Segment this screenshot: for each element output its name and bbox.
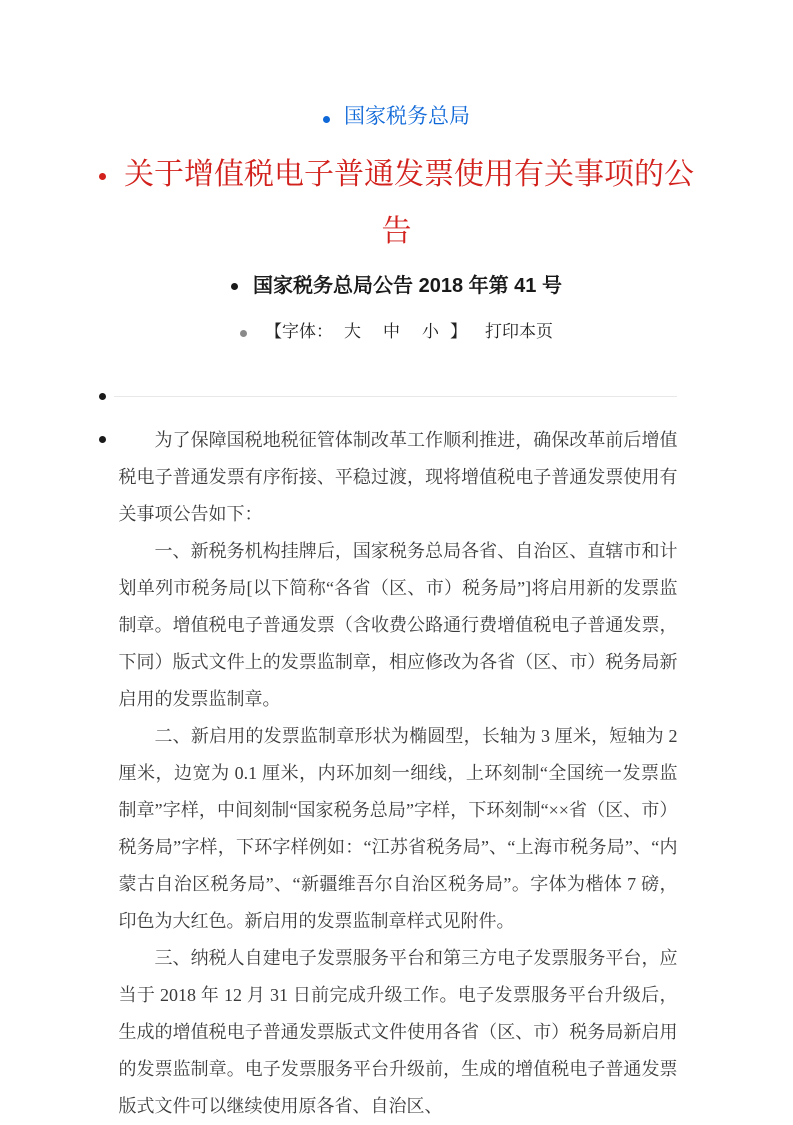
font-size-medium-link[interactable]: 中 — [383, 322, 400, 341]
doc-number-row — [97, 272, 697, 300]
body-text — [97, 422, 697, 1125]
list-bullet-icon — [99, 393, 106, 400]
font-label: 【字体： — [265, 322, 333, 341]
paragraph-item-3: 三、纳税人自建电子发票服务平台和第三方电子发票服务平台，应当于 2018 年 12 月 31 日前完成升级工作。电子发票服务平台升级后，生成的增值税电子普通发票版式文件使用各省（区、市）税务局新启用的发票监制章。电子发票服务平台升级前，生成的增值税电子普通发票版式文件可以继续使用原各省、自治区、 — [118, 948, 678, 1116]
announcement-body — [97, 422, 697, 1125]
print-page-link[interactable]: 打印本页 — [485, 322, 553, 341]
announcement-title-row — [97, 146, 697, 260]
list-bullet-icon — [99, 436, 106, 443]
font-size-large-link[interactable]: 大 — [344, 322, 361, 341]
paragraph-intro: 为了保障国税地税征管体制改革工作顺利推进，确保改革前后增值税电子普通发票有序衔接、平稳过渡，现将增值税电子普通发票使用有关事项公告如下： — [118, 430, 678, 524]
paragraph-item-2: 二、新启用的发票监制章形状为椭圆型，长轴为 3 厘米，短轴为 2 厘米，边宽为 0.1 厘米，内环加刻一细线，上环刻制“全国统一发票监制章”字样，中间刻制“国家税务总局”字样，下环刻制“××省（区、市）税务局”字样，下环字样例如：“江苏省税务局”、“上海市税务局”、“内蒙古自治区税务局”、“新疆维吾尔自治区税务局”。字体为楷体 7 磅，印色为大红色。新启用的发票监制章样式见附件。 — [118, 726, 678, 931]
site-link[interactable]: 国家税务总局 — [344, 105, 470, 128]
font-toolbar-row — [97, 320, 697, 344]
doc-number: 国家税务总局公告 2018 年第 41 号 — [253, 275, 562, 297]
font-size-small-link[interactable]: 小 — [422, 322, 439, 341]
page-title: 关于增值税电子普通发票使用有关事项的公告 — [124, 158, 694, 248]
paragraph-item-1: 一、新税务机构挂牌后，国家税务总局各省、自治区、直辖市和计划单列市税务局[以下简称“各省（区、市）税务局”]将启用新的发票监制章。增值税电子普通发票（含收费公路通行费增值税电子普通发票，下同）版式文件上的发票监制章，相应修改为各省（区、市）税务局新启用的发票监制章。 — [118, 541, 678, 709]
site-link-row — [97, 104, 697, 132]
list-bullet-icon — [231, 283, 238, 290]
list-bullet-icon — [240, 330, 247, 337]
horizontal-divider — [114, 396, 677, 397]
divider-row — [97, 392, 697, 400]
list-bullet-icon — [99, 173, 106, 180]
document — [97, 0, 697, 1125]
list-bullet-icon — [323, 116, 330, 123]
font-label-close: 】 — [450, 322, 467, 341]
